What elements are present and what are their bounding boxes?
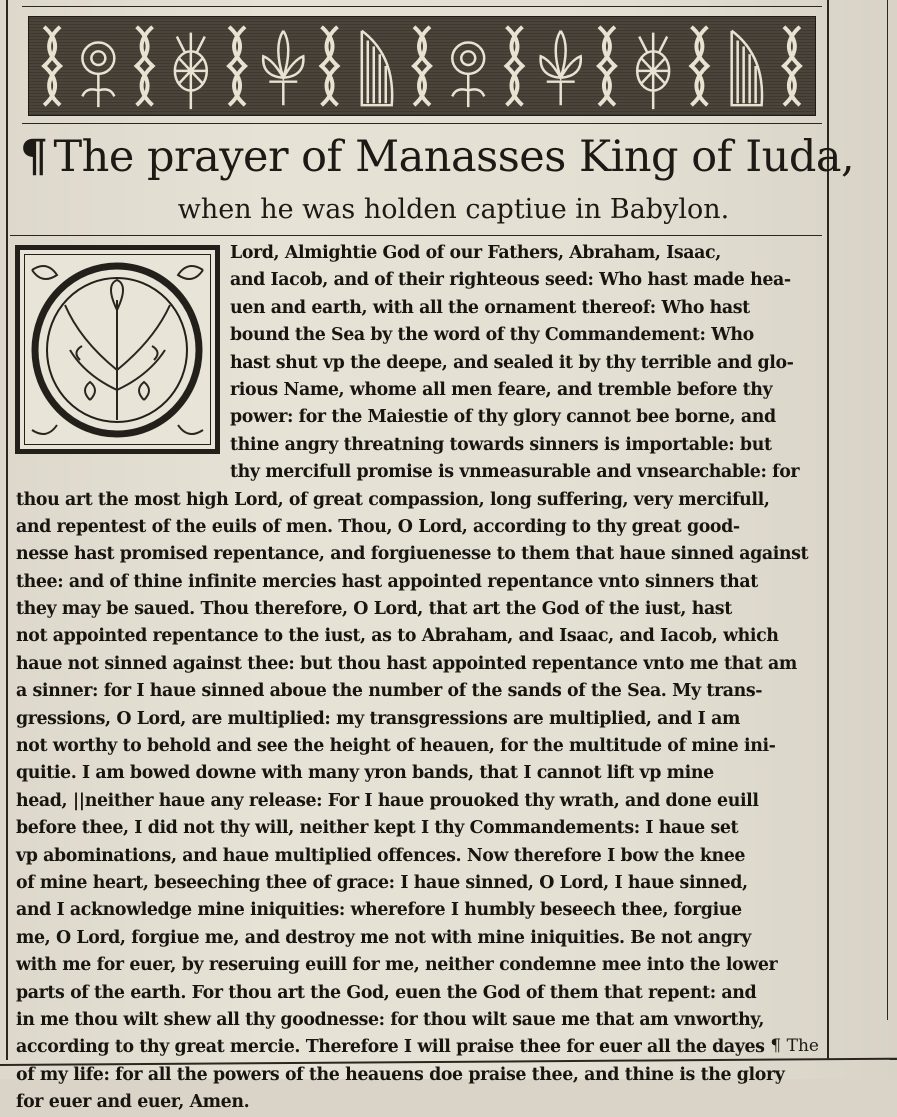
- scroll-ornament-icon: [599, 27, 615, 105]
- top-rule: [22, 6, 822, 7]
- text-line: not worthy to behold and see the height of heauen, for the multitude of mine ini-: [16, 736, 776, 757]
- text-line: thine angry threatning towards sinners is importable: but: [230, 434, 772, 455]
- scroll-ornament-icon: [414, 27, 430, 105]
- banner-ornament-icon: [29, 17, 815, 115]
- text-line: they may be saued. Thou therefore, O Lord, that art the God of the iust, hast: [16, 599, 732, 620]
- text-line: according to thy great mercie. Therefore I will praise thee for euer all the dayes: [16, 1037, 765, 1058]
- scroll-ornament-icon: [506, 27, 522, 105]
- text-line: hast shut vp the deepe, and sealed it by thy terrible and glo-: [230, 352, 794, 373]
- text-line: of mine heart, beseeching thee of grace: I haue sinned, O Lord, I haue sinned,: [16, 872, 748, 893]
- text-line: and I acknowledge mine iniquities: wherefore I humbly beseech thee, forgiue: [16, 900, 742, 921]
- text-line: power: for the Maiestie of thy glory cannot bee borne, and: [230, 407, 776, 428]
- title-bottom-rule: [10, 235, 822, 236]
- text-line: and repentest of the euils of men. Thou, O Lord, according to thy great good-: [16, 516, 740, 537]
- left-margin-rule: [6, 0, 8, 1060]
- rose-icon: [82, 42, 114, 73]
- text-line: for euer and euer, Amen.: [16, 1092, 250, 1113]
- text-line: quitie. I am bowed downe with many yron bands, that I cannot lift vp mine: [16, 763, 714, 784]
- scroll-ornament-icon: [229, 27, 245, 105]
- text-line: before thee, I did not thy will, neither kept I thy Commandements: I haue set: [16, 818, 739, 839]
- scroll-ornament-icon: [691, 27, 707, 105]
- page-title: [20, 131, 855, 182]
- text-line: of my life: for all the powers of the heauens doe praise thee, and thine is the glory: [16, 1064, 785, 1085]
- scroll-ornament-icon: [44, 27, 60, 105]
- text-line: rious Name, whome all men feare, and tremble before thy: [230, 379, 773, 400]
- text-line: gressions, O Lord, are multiplied: my transgressions are multiplied, and I am: [16, 708, 740, 729]
- page-subtitle: when he was holden captiue in Babylon.: [177, 194, 730, 225]
- text-line: Lord, Almightie God of our Fathers, Abraham, Isaac,: [230, 243, 721, 263]
- text-line: thee: and of thine infinite mercies hast appointed repentance vnto sinners that: [16, 571, 758, 592]
- text-line: vp abominations, and haue multiplied offences. Now therefore I bow the knee: [16, 845, 746, 866]
- text-line: a sinner: for I haue sinned aboue the number of the sands of the Sea. My trans-: [16, 681, 763, 702]
- text-line: thou art the most high Lord, of great compassion, long suffering, very mercifull,: [16, 489, 770, 510]
- text-line: not appointed repentance to the iust, as to Abraham, and Isaac, and Iacob, which: [16, 626, 779, 647]
- harp-icon: [362, 31, 392, 105]
- text-line: parts of the earth. For thou art the God, euen the God of them that repent: and: [16, 982, 757, 1003]
- text-line: nesse hast promised repentance, and forgiuenesse to them that haue sinned against: [16, 544, 809, 565]
- banner-bottom-rule: [22, 123, 822, 124]
- text-line: in me thou wilt shew all thy goodnesse: for thou wilt saue me that am vnworthy,: [16, 1009, 765, 1030]
- title-text: The prayer of Manasses King of Iuda,: [53, 132, 855, 182]
- text-line: and Iacob, and of their righteous seed: Who hast made hea-: [230, 270, 791, 291]
- text-line: bound the Sea by the word of thy Commandement: Who: [230, 325, 754, 346]
- ornamental-banner: [28, 16, 816, 116]
- catchword: ¶ The: [770, 1036, 819, 1056]
- scroll-ornament-icon: [784, 27, 800, 105]
- prayer-body: [16, 240, 822, 1117]
- rose-icon: [452, 42, 484, 73]
- pilcrow-mark: ¶: [20, 131, 48, 182]
- right-edge-rule: [887, 0, 888, 1020]
- harp-icon: [732, 31, 762, 105]
- text-line: with me for euer, by reseruing euill for me, neither condemne mee into the lower: [16, 955, 778, 976]
- fleur-de-lis-icon: [263, 31, 303, 105]
- text-line: head, ||neither haue any release: For I haue prouoked thy wrath, and done euill: [16, 790, 759, 811]
- text-line: thy mercifull promise is vnmeasurable and vnsearchable: for: [230, 462, 800, 483]
- text-line: haue not sinned against thee: but thou hast appointed repentance vnto me that am: [16, 653, 797, 674]
- scroll-ornament-icon: [322, 27, 338, 105]
- text-line: uen and earth, with all the ornament thereof: Who hast: [230, 297, 750, 318]
- scroll-ornament-icon: [137, 27, 153, 105]
- text-line: me, O Lord, forgiue me, and destroy me not with mine iniquities. Be not angry: [16, 927, 751, 948]
- fleur-de-lis-icon: [541, 31, 581, 105]
